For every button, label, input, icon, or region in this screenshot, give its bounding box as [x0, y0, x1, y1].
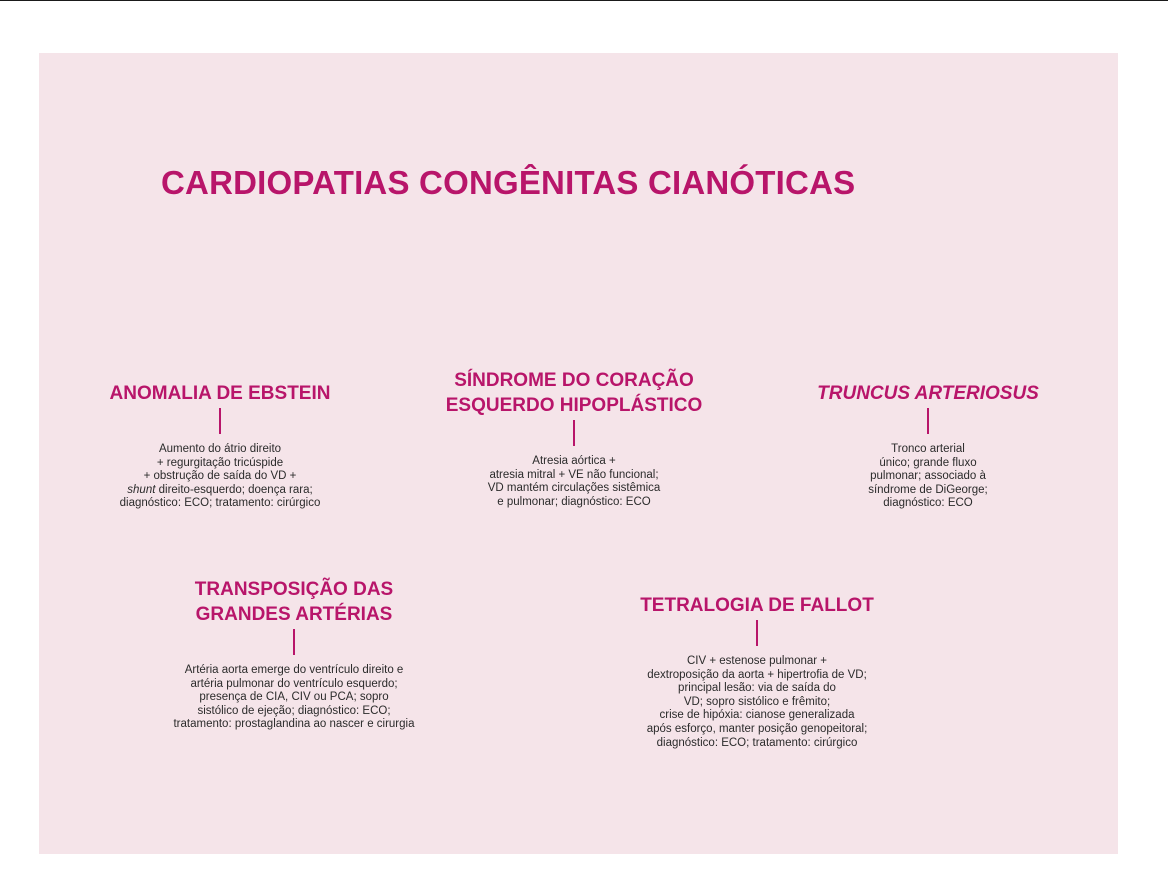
description-line: + obstrução de saída do VD + [143, 470, 297, 483]
topic-fallot [607, 593, 907, 750]
topic-ebstein [90, 381, 350, 511]
description-line: e pulmonar; diagnóstico: ECO [497, 495, 651, 508]
topic-description [424, 455, 724, 509]
description-text: direito-esquerdo; doença rara; [158, 483, 313, 496]
description-line: diagnóstico: ECO; tratamento: cirúrgico [119, 497, 321, 510]
topic-heading [424, 368, 724, 418]
topic-description [90, 443, 350, 511]
page-title: CARDIOPATIAS CONGÊNITAS CIANÓTICAS [161, 164, 856, 201]
description-line: + regurgitação tricúspide [156, 456, 284, 469]
connector-line [573, 420, 575, 446]
description-line: CIV + estenose pulmonar + [687, 655, 827, 667]
description-line: Atresia aórtica + [532, 455, 616, 467]
topic-truncus [796, 381, 1060, 511]
description-line: sistólico de ejeção; diagnóstico: ECO; [197, 704, 391, 717]
description-line: crise de hipóxia: cianose generalizada [659, 709, 855, 722]
heading-line: SÍNDROME DO CORAÇÃO [454, 370, 694, 391]
heading-line: GRANDES ARTÉRIAS [195, 604, 393, 625]
description-line: diagnóstico: ECO [883, 497, 973, 510]
description-line-shunt [90, 484, 350, 498]
topic-transposicao [144, 577, 444, 732]
description-line: dextroposição da aorta + hipertrofia de VD; [647, 668, 867, 681]
heading-line: ESQUERDO HIPOPLÁSTICO [445, 395, 703, 416]
description-line: principal lesão: via de saída do [678, 682, 836, 695]
topic-description [796, 443, 1060, 511]
topic-hipoplastico [424, 368, 724, 509]
description-line: único; grande fluxo [879, 456, 977, 469]
connector-line [927, 408, 929, 434]
topic-description [607, 655, 907, 750]
topic-heading [144, 577, 444, 627]
description-line: diagnóstico: ECO; tratamento: cirúrgico [656, 736, 858, 749]
topic-description [144, 664, 444, 732]
connector-line [293, 629, 295, 655]
description-line: pulmonar; associado à [870, 470, 986, 483]
description-line: artéria pulmonar do ventrículo esquerdo; [190, 677, 398, 690]
topic-heading: TRUNCUS ARTERIOSUS [817, 383, 1039, 404]
description-line: Aumento do átrio direito [158, 443, 282, 455]
top-border-line [0, 0, 1168, 1]
topic-heading: TETRALOGIA DE FALLOT [640, 595, 874, 616]
description-line: síndrome de DiGeorge; [868, 483, 988, 496]
connector-line [219, 408, 221, 434]
italic-term: shunt [127, 483, 156, 496]
description-line: presença de CIA, CIV ou PCA; sopro [199, 691, 389, 704]
topic-heading: ANOMALIA DE EBSTEIN [109, 383, 331, 404]
description-line: atresia mitral + VE não funcional; [489, 468, 659, 481]
description-line: Artéria aorta emerge do ventrículo direito e [184, 664, 404, 676]
description-line: após esforço, manter posição genopeitoral; [646, 722, 868, 735]
heading-line: TRANSPOSIÇÃO DAS [194, 579, 394, 600]
description-line: VD mantém circulações sistêmica [487, 482, 661, 495]
connector-line [756, 620, 758, 646]
description-line: Tronco arterial [891, 443, 965, 455]
description-line: tratamento: prostaglandina ao nascer e cirurgia [173, 718, 415, 731]
description-line: VD; sopro sistólico e frêmito; [683, 695, 831, 708]
